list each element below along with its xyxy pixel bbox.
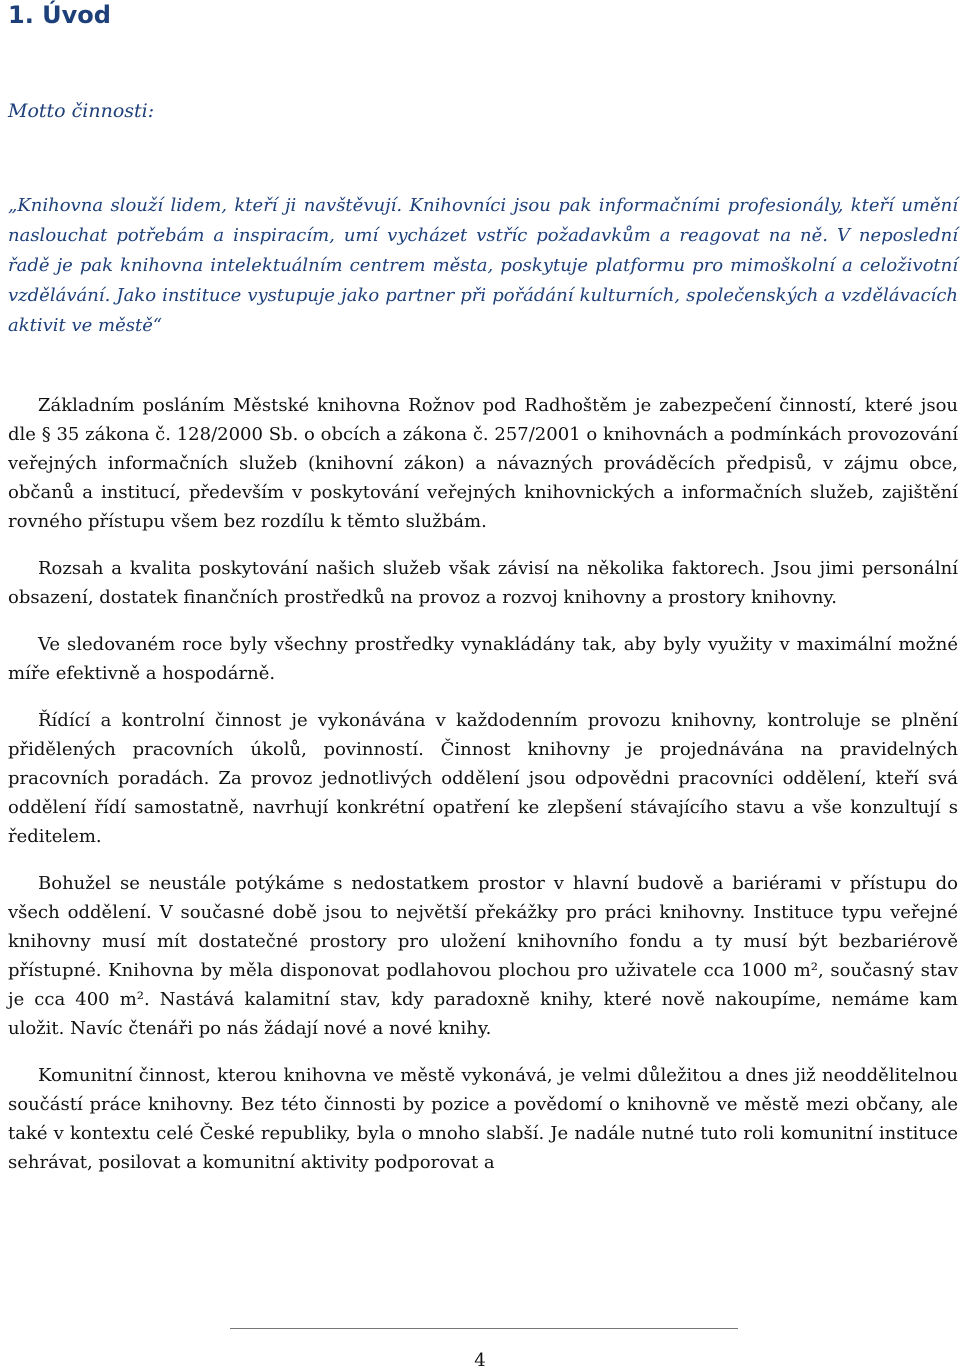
motto-quote: „Knihovna slouží lidem, kteří ji navštěvují. Knihovníci jsou pak informačními profesionály, kteří umění naslouchat potřebám a inspiracím, umí vycházet vstříc požadavkům a reagovat na ně. V neposlední řadě je pak knihovna intelektuálním centrem města, poskytuje platformu pro mimoškolní a celoživotní vzdělávání. Jako instituce vystupuje jako partner při pořádání kulturních, společenských a vzdělávacích aktivit ve městě“ <box>8 195 958 336</box>
paragraph-resources: Ve sledovaném roce byly všechny prostředky vynakládány tak, aby byly využity v maximální možné míře efektivně a hospodárně. <box>8 634 958 684</box>
page-title: 1. Úvod <box>8 1 111 29</box>
motto-label: Motto činnosti: <box>8 100 155 122</box>
paragraph-scope: Rozsah a kvalita poskytování našich služeb však závisí na několika faktorech. Jsou jimi personální obsazení, dostatek finančních prostředků na provoz a rozvoj knihovny a prostory knihovny. <box>8 558 958 608</box>
paragraph-management: Řídící a kontrolní činnost je vykonávána v každodenním provozu knihovny, kontroluje se plnění přidělených pracovních úkolů, povinností. Činnost knihovny je projednávána na pravidelných pracovních poradách. Za provoz jednotlivých oddělení jsou odpovědni pracovníci oddělení, kteří svá oddělení řídí samostatně, navrhují konkrétní opatření ke zlepšení stávajícího stavu a vše konzultují s ředitelem. <box>8 710 958 847</box>
paragraph-space: Bohužel se neustále potýkáme s nedostatkem prostor v hlavní budově a bariérami v přístupu do všech oddělení. V současné době jsou to největší překážky pro práci knihovny. Instituce typu veřejné knihovny musí mít dostatečné prostory pro uložení knihovního fondu a ty musí být bezbariérově přístupné. Knihovna by měla disponovat podlahovou plochou pro uživatele cca 1000 m², současný stav je cca 400 m². Nastává kalamitní stav, kdy paradoxně knihy, které nově nakoupíme, nemáme kam uložit. Navíc čtenáři po nás žádají nové a nové knihy. <box>8 873 958 1039</box>
page-number: 4 <box>474 1350 486 1371</box>
body-text <box>8 391 958 1195</box>
paragraph-community: Komunitní činnost, kterou knihovna ve městě vykonává, je velmi důležitou a dnes již neoddělitelnou součástí práce knihovny. Bez této činnosti by pozice a povědomí o knihovně ve městě mezi občany, ale také v kontextu celé České republiky, byla o mnoho slabší. Je nadále nutné tuto roli komunitní instituce sehrávat, posilovat a komunitní aktivity podporovat a <box>8 1065 958 1173</box>
footer-divider <box>230 1328 738 1329</box>
paragraph-mission: Základním posláním Městské knihovna Rožnov pod Radhoštěm je zabezpečení činností, které jsou dle § 35 zákona č. 128/2000 Sb. o obcích a zákona č. 257/2001 o knihovnách a podmínkách provozování veřejných informačních služeb (knihovní zákon) a návazných prováděcích předpisů, v zájmu obce, občanů a institucí, především v poskytování veřejných knihovnických a informačních služeb, zajištění rovného přístupu všem bez rozdílu k těmto službám. <box>8 395 958 532</box>
